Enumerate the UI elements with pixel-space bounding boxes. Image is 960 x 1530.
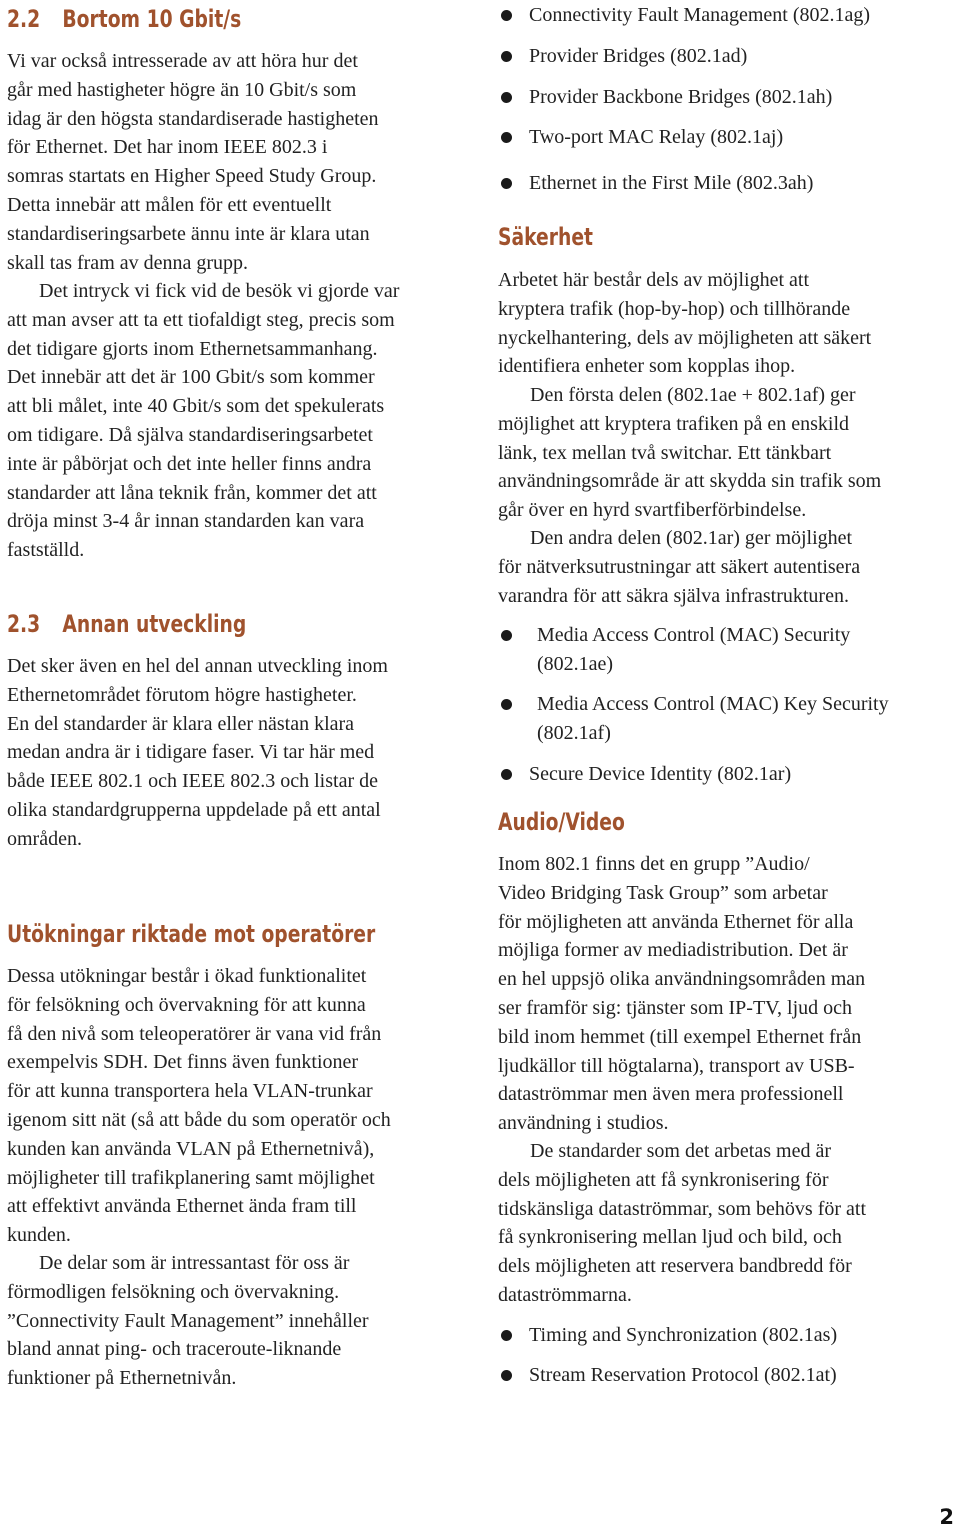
list-item-text: Provider Bridges (802.1ad) [529,45,748,67]
paragraph-security-1: Arbetet här består dels av möjlighet att kryptera trafik (hop-by-hop) och tillhörande nyckelhantering, dels av möjligheten att säkert identifiera enheter som kopplas ihop. [498,269,872,378]
list-item-text: Media Access Control (MAC) Security (802.1ae) [537,624,851,675]
paragraph-av-2: De standarder som det arbetas med är dels möjligheten att få synkronisering för tidskänsliga dataströmmar, som behövs för att få synkronisering mellan ljud och bild, och dels möjligheten att reservera bandbredd för dataströmmarna. [498,1140,867,1306]
paragraph-bortom-1: Vi var också intresserade av att höra hur det går med hastigheter högre än 10 Gbit/s som idag är den högsta standardiserade hastigheten för Ethernet. Det har inom IEEE 802.3 i somras startats en Higher Speed Study Group. Detta innebär att målen för ett eventuellt standardiseringsarbete ännu inte är klara utan skall tas fram av denna grupp. [7,50,379,274]
paragraph-operators-1: Dessa utökningar består i ökad funktionalitet för felsökning och övervakning för att kunna få den nivå som teleoperatörer är vana vid från exempelvis SDH. Det finns även funktioner för att kunna transportera hela VLAN-trunkar igenom sitt nät (så att både du som operatör och kunden kan använda VLAN på Ethernetnivå), möjligheter till trafikplanering samt möjlighet att effektivt använda Ethernet ända fram till kunden. [7,965,391,1247]
list-item-text: Media Access Control (MAC) Key Security (802.1af) [537,693,889,744]
section-number: 2.3 [7,610,41,638]
bullet-dot-icon [501,1330,512,1341]
bullet-dot-icon [501,51,512,62]
bullet-dot-icon [501,132,512,143]
bullet-dot-icon [501,699,512,710]
subsection-heading-audio-video: Audio/Video [498,808,625,836]
section-heading-2-3 [7,609,246,639]
bullet-dot-icon [501,178,512,189]
list-item-text: Provider Backbone Bridges (802.1ah) [529,86,833,108]
bullet-dot-icon [501,769,512,780]
section-title: Bortom 10 Gbit/s [62,5,242,33]
bullet-dot-icon [501,630,512,641]
paragraph-av-1: Inom 802.1 finns det en grupp ”Audio/ Video Bridging Task Group” som arbetar för möjligheten att använda Ethernet för alla möjliga former av mediadistribution. Det är en hel uppsjö olika användningsområden man ser framför sig: tjänster som IP-TV, ljud och bild inom hemmet (till exempel Ethernet från ljudkällor till högtalarna), transport av USB- dataströmmar men även mera professionell användning i studios. [498,853,866,1135]
list-item-text: Timing and Synchronization (802.1as) [529,1324,838,1346]
list-item-text: Two-port MAC Relay (802.1aj) [529,126,784,148]
subsection-heading-security: Säkerhet [498,223,593,251]
paragraph-bortom-2: Det intryck vi fick vid de besök vi gjorde var att man avser att ta ett tiofaldigt steg, precis som det tidigare gjorts inom Ethernetsammanhang. Det innebär att det är 100 Gbit/s som kommer att bli målet, inte 40 Gbit/s som det spekulerats om tidigare. Då själva standardiseringsarbetet inte är påbörjat och det inte heller finns andra standarder att låna teknik från, kommer det att dröja minst 3-4 år innan standarden kan vara fastställd. [7,280,400,562]
bullet-dot-icon [501,92,512,103]
paragraph-annan-utveckling: Det sker även en hel del annan utveckling inom Ethernetområdet förutom högre hastigheter. En del standarder är klara eller nästan klara medan andra är i tidigare faser. Vi tar här med både IEEE 802.1 och IEEE 802.3 och listar de olika standardgrupperna uppdelade på ett antal områden. [7,655,388,850]
section-number: 2.2 [7,5,41,33]
bullet-dot-icon [501,1370,512,1381]
list-item-text: Ethernet in the First Mile (802.3ah) [529,172,814,194]
page-number: 2 [939,1505,954,1529]
list-item-text: Secure Device Identity (802.1ar) [529,763,792,785]
section-heading-2-2 [7,4,241,34]
bullet-dot-icon [501,10,512,21]
list-item-text: Stream Reservation Protocol (802.1at) [529,1364,837,1386]
subsection-heading-operators: Utökningar riktade mot operatörer [7,920,376,948]
paragraph-security-3: Den andra delen (802.1ar) ger möjlighet för nätverksutrustningar att säkert autentisera varandra för att säkra själva infrastrukturen. [498,527,861,607]
section-title: Annan utveckling [62,610,247,638]
paragraph-security-2: Den första delen (802.1ae + 802.1af) ger möjlighet att kryptera trafiken på en enskild länk, tex mellan två switchar. Ett tänkbart användningsområde är att skydda sin trafik som går över en hyrd svartfiberförbindelse. [498,384,882,522]
list-item-text: Connectivity Fault Management (802.1ag) [529,4,871,26]
paragraph-operators-2: De delar som är intressantast för oss är förmodligen felsökning och övervakning. ”Connectivity Fault Management” innehåller bland annat ping- och traceroute-liknande funktioner på Ethernetnivån. [7,1252,369,1390]
